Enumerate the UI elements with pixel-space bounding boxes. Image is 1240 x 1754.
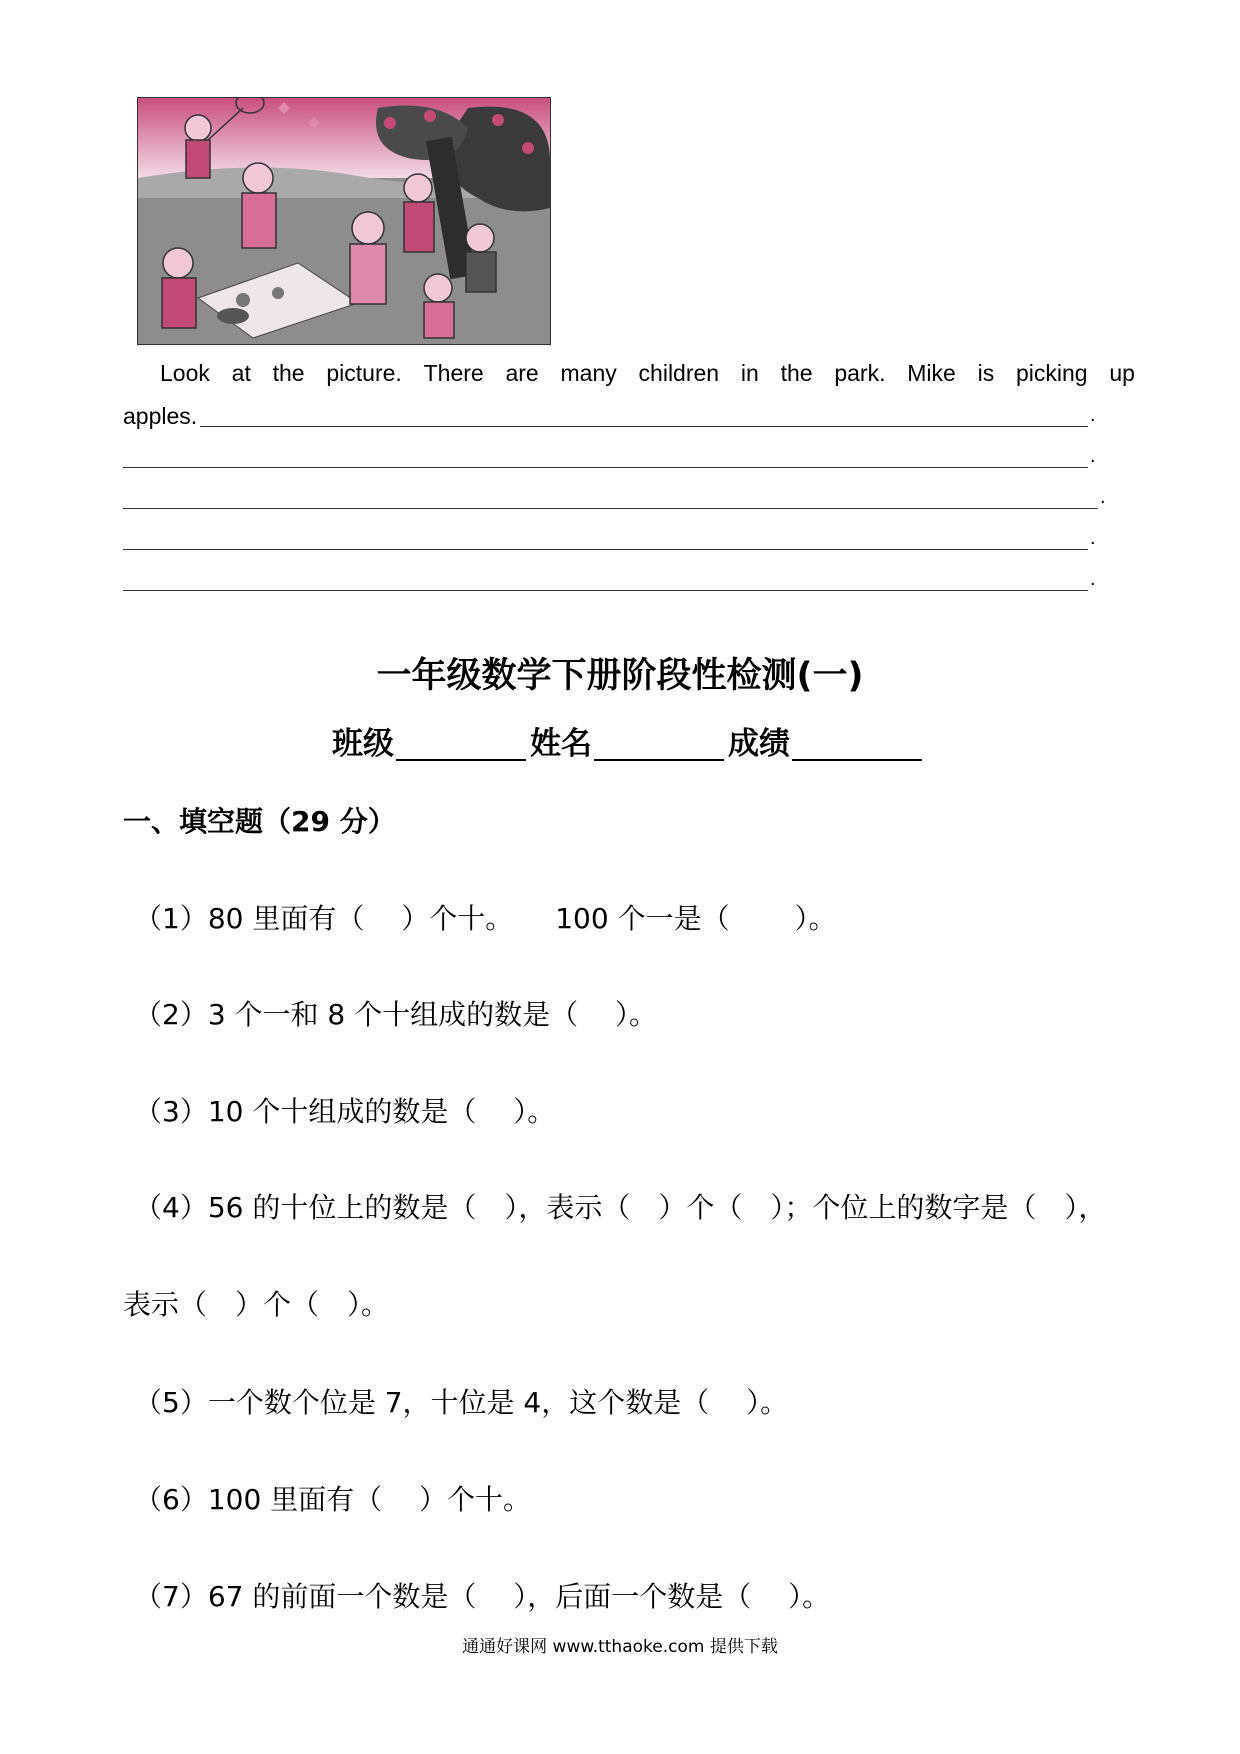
class-blank[interactable] [396,729,526,761]
park-picture [137,97,551,345]
question-3: （3）10 个十组成的数是（ ）。 [134,1095,556,1128]
class-label: 班级 [332,726,394,762]
footer-source: 通通好课网 www.tthaoke.com 提供下载 [462,1637,778,1657]
question-5: （5）一个数个位是 7，十位是 4，这个数是（ ）。 [134,1386,789,1419]
prompt-word: are [505,360,539,386]
writing-prompt-tail: apples. [123,403,198,429]
prompt-word: in [740,360,759,386]
name-blank[interactable] [594,729,724,761]
question-2: （2）3 个一和 8 个十组成的数是（ ）。 [134,998,658,1031]
prompt-word: Look [160,360,210,386]
question-4: （4）56 的十位上的数是（ ），表示（ ）个（ ）；个位上的数字是（ ）， [134,1191,1107,1224]
writing-line[interactable] [123,467,1088,468]
line-end-period: . [1090,527,1096,549]
writing-prompt [160,360,1135,387]
student-info-row [332,718,926,763]
prompt-word: the [272,360,305,386]
prompt-word: many [560,360,617,386]
prompt-word: up [1109,360,1135,386]
prompt-word: the [780,360,813,386]
prompt-word: Mike [907,360,956,386]
score-blank[interactable] [792,729,922,761]
line-end-period: . [1090,568,1096,590]
prompt-word: children [638,360,720,386]
prompt-word: at [231,360,251,386]
line-end-period: . [1100,486,1106,508]
prompt-word: park. [834,360,886,386]
name-label: 姓名 [530,726,592,762]
question-4-continued: 表示（ ）个（ ）。 [123,1288,390,1321]
prompt-word: There [423,360,484,386]
writing-line[interactable] [123,508,1098,509]
writing-line[interactable] [123,549,1088,550]
question-7: （7）67 的前面一个数是（ ），后面一个数是（ ）。 [134,1580,831,1613]
prompt-word: is [977,360,995,386]
question-1: （1）80 里面有（ ）个十。 100 个一是（ ）。 [134,902,837,935]
question-6: （6）100 里面有（ ）个十。 [134,1483,532,1516]
writing-line[interactable] [200,426,1088,427]
test-title: 一年级数学下册阶段性检测(一) [376,656,864,696]
prompt-word: picture. [326,360,402,386]
writing-line[interactable] [123,590,1088,591]
score-label: 成绩 [728,726,790,762]
section-title: 一、填空题（29 分） [123,805,396,838]
line-end-period: . [1090,445,1096,467]
line-end-period: . [1090,404,1096,426]
prompt-word: picking [1016,360,1088,386]
